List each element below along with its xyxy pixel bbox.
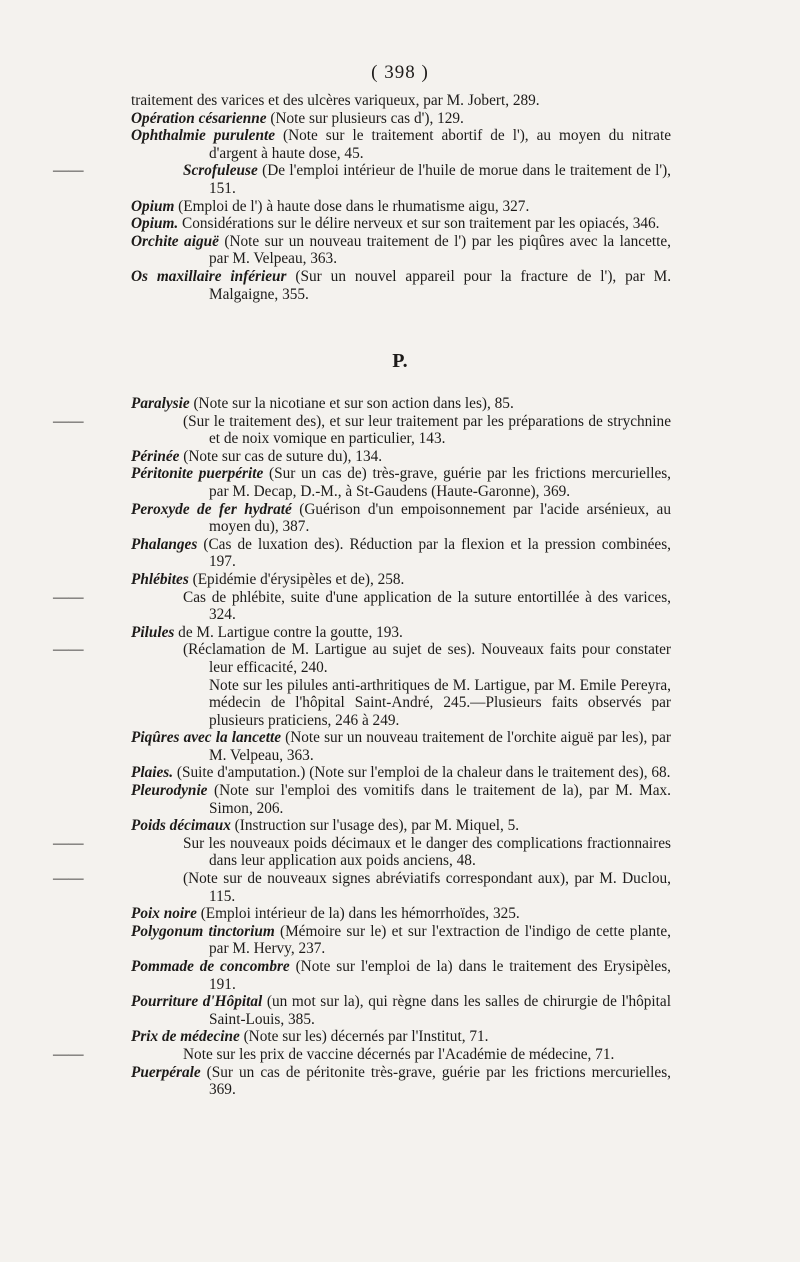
entry-term: Opération césarienne [131,109,267,127]
entry-text: (Note sur l'emploi de la) dans le traitement des Erysipèles, 191. [209,958,671,993]
index-entry [131,198,671,216]
index-entry [131,624,671,642]
entry-term: Pilules [131,623,175,641]
entry-text: (Emploi intérieur de la) dans les hémorrhoïdes, 325. [196,905,520,923]
entry-text: (Sur un cas de péritonite très-grave, guérie par les frictions mercurielles, 369. [200,1063,671,1099]
index-entry [131,448,671,466]
index-entry [131,782,671,817]
entry-term: Ophthalmie purulente [131,127,275,145]
entry-term: Poix noire [131,905,197,923]
entry-text: Considérations sur le délire nerveux et sur son traitement par les opiacés, 346. [178,215,660,233]
entry-term: Opium [131,197,175,215]
entry-text: Sur les nouveaux poids décimaux et le danger des complications fractionnaires dans leur application aux poids anciens, 48. [183,834,671,870]
ditto-dash [131,641,183,659]
index-entry [131,677,671,730]
index-entry [131,923,671,958]
entry-text: (Mémoire sur le) et sur l'extraction de l'indigo de cette plante, par M. Hervy, 237. [209,922,671,958]
index-entry [131,501,671,536]
entry-text: (Note sur cas de suture du), 134. [179,447,383,465]
entry-term: Orchite aiguë [131,232,219,250]
entry-text: (Note sur plusieurs cas d'), 129. [266,109,464,127]
index-entry [131,215,671,233]
entry-term: Opium. [131,215,179,233]
entry-term: Pleurodynie [131,782,208,800]
entry-text: Note sur les prix de vaccine décernés par l'Académie de médecine, 71. [183,1045,615,1063]
index-entry [131,395,671,413]
index-entry [131,1028,671,1046]
entry-text: (Emploi de l') à haute dose dans le rhumatisme aigu, 327. [174,197,530,215]
section-letter: P. [392,350,408,372]
ditto-dash [131,162,183,180]
index-entry [131,571,671,589]
entry-term: Scrofuleuse [183,162,258,180]
index-entry [131,233,671,268]
index-entry [131,729,671,764]
ditto-dash [131,413,183,431]
index-entry [131,993,671,1028]
index-entry [131,817,671,835]
entry-text: (Réclamation de M. Lartigue au sujet de ses). Nouveaux faits pour constater leur efficacité, 240. [183,641,671,676]
entry-term: Piqûres avec la lancette [131,729,281,747]
entry-term: Prix de médecine [131,1028,240,1046]
ditto-dash [131,870,183,888]
index-entry [131,958,671,993]
index-entry [131,465,671,500]
entry-text: traitement des varices et des ulcères variqueux, par M. Jobert, 289. [131,92,540,109]
index-entry [131,536,671,571]
entry-text: de M. Lartigue contre la goutte, 193. [174,623,403,641]
ditto-dash [131,1046,183,1064]
entry-text: (Guérison d'un empoisonnement par l'acide arsénieux, au moyen du), 387. [209,500,671,536]
entry-term: Péritonite puerpérite [131,465,264,483]
entry-text: (Sur un nouvel appareil pour la fracture de l'), par M. Malgaigne, 355. [209,267,672,303]
index-block-p [131,395,671,1099]
entry-text: (un mot sur la), qui règne dans les salles de chirurgie de l'hôpital Saint-Louis, 385. [209,993,671,1028]
entry-text: (Instruction sur l'usage des), par M. Miquel, 5. [230,817,520,835]
index-entry [131,870,671,905]
entry-term: Peroxyde de fer hydraté [131,500,292,518]
index-entry [131,127,671,162]
index-block-o [131,92,671,303]
entry-term: Puerpérale [131,1063,201,1081]
entry-text: (Note sur de nouveaux signes abréviatifs correspondant aux), par M. Duclou, 115. [183,870,671,905]
entry-text: (Suite d'amputation.) (Note sur l'emploi de la chaleur dans le traitement des), 68. [173,764,671,782]
entry-term: Périnée [131,447,180,465]
entry-term: Poids décimaux [131,817,231,835]
index-entry [131,764,671,782]
entry-text: (Note sur l'emploi des vomitifs dans le traitement de la), par M. Max. Simon, 206. [207,782,671,817]
index-entry [131,413,671,448]
ditto-dash [131,835,183,853]
entry-text: (Epidémie d'érysipèles et de), 258. [188,570,405,588]
index-entry [131,1064,671,1099]
entry-term: Phalanges [131,535,198,553]
entry-text: (Sur le traitement des), et sur leur traitement par les préparations de strychnine et de noix vomique en particulier, 143. [183,412,671,448]
index-entry [131,268,671,303]
entry-term: Os maxillaire inférieur [131,267,287,285]
entry-term: Polygonum tinctorium [131,922,275,940]
entry-text: (Sur un cas de) très-grave, guérie par les frictions mercurielles, par M. Decap, D.-M., à St-Gaudens (Haute-Garonne), 369. [209,465,672,500]
entry-text: (Note sur la nicotiane et sur son action dans les), 85. [189,395,514,412]
index-entry [131,641,671,676]
entry-term: Plaies. [131,764,174,782]
entry-text: Cas de phlébite, suite d'une application de la suture entortillée à des varices, 324. [183,588,671,624]
index-entry [131,162,671,197]
entry-text: (Note sur un nouveau traitement de l'orchite aiguë par les), par M. Velpeau, 363. [209,729,671,764]
entry-term: Phlébites [131,570,189,588]
index-entry [131,110,671,128]
index-entry [131,1046,671,1064]
index-entry [131,905,671,923]
entry-term: Pourriture d'Hôpital [131,993,263,1011]
index-entry [131,92,671,110]
ditto-dash [131,589,183,607]
index-entry [131,835,671,870]
entry-text: (Note sur un nouveau traitement de l') par les piqûres avec la lancette, par M. Velpeau, 363. [209,232,671,268]
entry-text: (Note sur le traitement abortif de l'), au moyen du nitrate d'argent à haute dose, 45. [209,127,672,162]
entry-term: Pommade de concombre [131,958,290,975]
entry-text: (Note sur les) décernés par l'Institut, 71. [239,1028,489,1046]
entry-text: (Cas de luxation des). Réduction par la flexion et la pression combinées, 197. [197,535,671,571]
entry-term: Paralysie [131,395,190,412]
entry-text: Note sur les pilules anti-arthritiques de M. Lartigue, par M. Emile Pereyra, médecin de l'hôpital Saint-André, 245.—Plusieurs faits observés par plusieurs praticiens, 246 à 249. [209,676,671,729]
entry-text: (De l'emploi intérieur de l'huile de morue dans le traitement de l'), 151. [209,162,671,197]
index-entry [131,589,671,624]
page-number: ( 398 ) [371,62,429,83]
